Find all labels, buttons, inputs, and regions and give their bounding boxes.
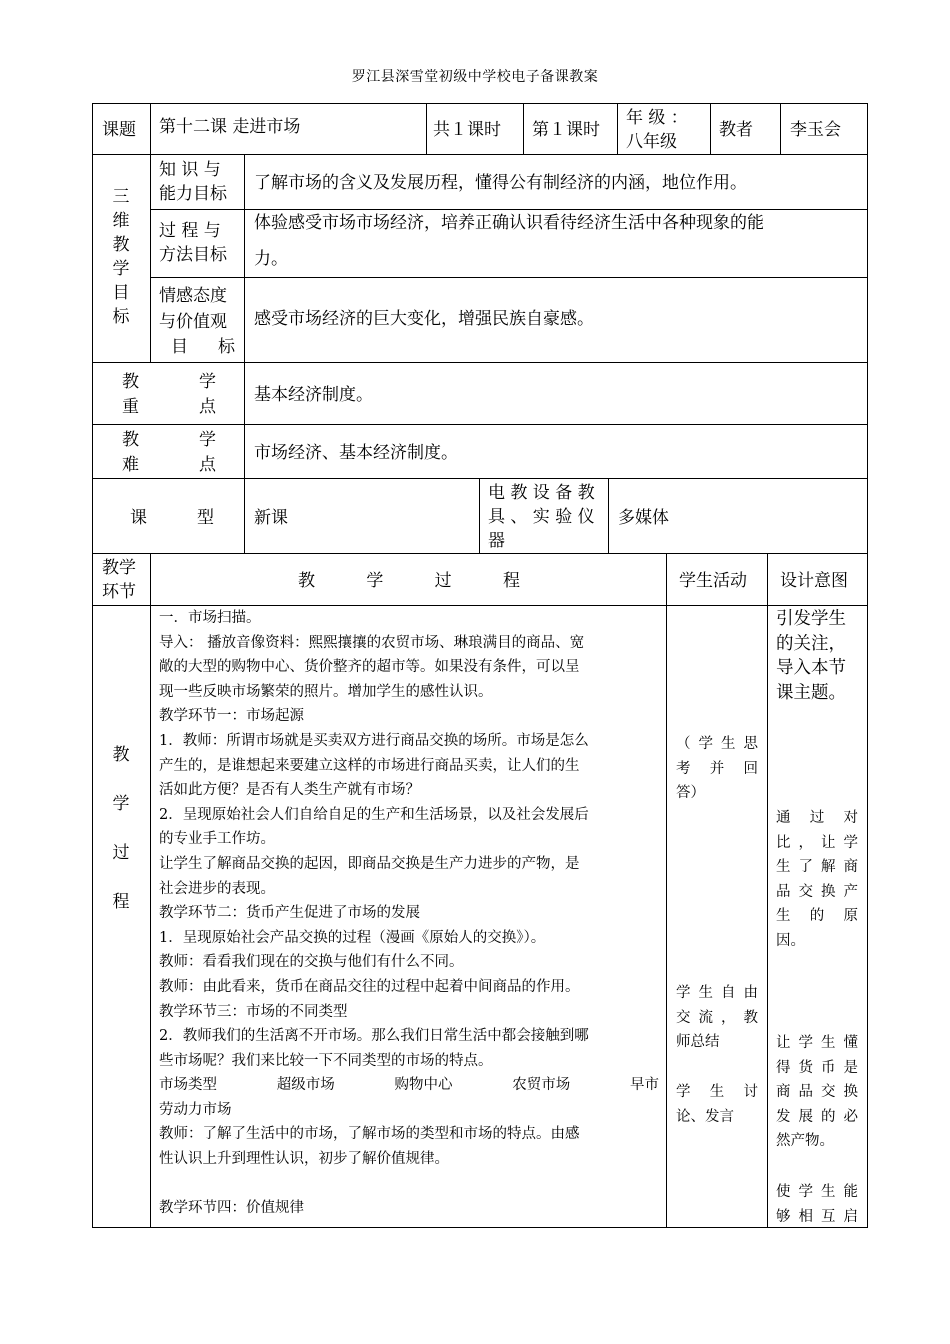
page-header: 罗江县深雪堂初级中学校电子备课教案 xyxy=(351,69,599,85)
lesson-type-char: 型 xyxy=(197,508,214,528)
total-hours: 共１课时 xyxy=(433,120,501,140)
process-line: 1．教师：所谓市场就是买卖双方进行商品交换的场所。市场是怎么 xyxy=(159,732,589,749)
process-goal-text-line2: 力。 xyxy=(254,249,288,269)
process-line: 教学环节三：市场的不同类型 xyxy=(159,1003,348,1020)
design-intent-a xyxy=(776,607,860,705)
process-line: 教师：看看我们现在的交换与他们有什么不同。 xyxy=(159,954,464,971)
emotion-label-line3 xyxy=(159,335,235,359)
grade-value: 八年级 xyxy=(626,132,677,152)
design-intent-d xyxy=(776,1180,858,1229)
col-divider xyxy=(150,553,151,1227)
design-intent-line: 通 过 对 xyxy=(776,810,858,826)
student-activity-line: 学 生 讨 xyxy=(676,1084,758,1100)
col-divider xyxy=(710,103,711,154)
process-line: 产生的，是谁想起来要建立这样的市场进行商品买卖，让人们的生 xyxy=(159,757,580,774)
difficulty-label-char: 点 xyxy=(199,455,216,475)
design-intent-line: 品 交 换 产 xyxy=(776,883,858,900)
goals-group-label xyxy=(92,185,150,329)
goals-char: 教 xyxy=(112,235,130,255)
equipment-label-line1: 电 教 设 备 教 xyxy=(488,483,595,503)
market-types-row xyxy=(159,1073,659,1098)
subject-label: 课题 xyxy=(102,120,136,140)
process-line: 些市场呢？我们来比较一下不同类型的市场的特点。 xyxy=(159,1052,493,1069)
emotion-label-char: 标 xyxy=(218,337,235,357)
design-intent-header: 设计意图 xyxy=(780,571,848,591)
table-border-top xyxy=(92,103,868,104)
difficulty-text: 市场经济、基本经济制度。 xyxy=(254,443,458,463)
student-activity-line: 师总结 xyxy=(676,1034,720,1051)
row-divider xyxy=(92,154,868,155)
row-divider xyxy=(92,362,868,363)
design-intent-line: 比 ， 让 学 xyxy=(776,834,858,851)
emotion-label-line2: 与价值观 xyxy=(159,312,227,332)
process-line: 2．呈现原始社会人们自给自足的生产和生活场景，以及社会发展后 xyxy=(159,806,589,823)
row-divider xyxy=(92,478,868,479)
process-line: 教师：了解了生活中的市场，了解市场的类型和市场的特点。由感 xyxy=(159,1126,580,1143)
goals-char: 目 xyxy=(112,283,130,303)
process-title-char: 过 xyxy=(434,571,452,591)
teacher-label: 教者 xyxy=(719,120,753,140)
col-divider xyxy=(244,154,245,553)
design-intent-line: 让 学 生 懂 xyxy=(776,1035,858,1051)
design-intent-line: 然产物。 xyxy=(776,1133,834,1150)
stage-char: 学 xyxy=(112,794,130,814)
process-line: 1．呈现原始社会产品交换的过程（漫画《原始人的交换》）。 xyxy=(159,929,546,946)
market-type: 农贸市场 xyxy=(512,1077,571,1094)
difficulty-label-row2 xyxy=(122,453,216,477)
table-border-right xyxy=(867,103,868,1227)
goals-char: 标 xyxy=(112,307,130,327)
process-line: 活如此方便？是否有人类生产就有市场？ xyxy=(159,782,420,799)
design-intent-line: 的关注， xyxy=(776,633,846,654)
process-line: 敞的大型的购物中心、货价整齐的超市等。如果没有条件，可以呈 xyxy=(159,659,580,676)
focus-label-char: 重 xyxy=(122,397,139,417)
process-line: 一．市场扫描。 xyxy=(159,610,261,626)
stage-char: 过 xyxy=(112,843,130,863)
knowledge-label-line1: 知 识 与 xyxy=(159,160,221,180)
process-text xyxy=(159,606,659,1221)
process-line: 导入： 播放音像资料：熙熙攘攘的农贸市场、琳琅满目的商品、宽 xyxy=(159,634,585,651)
design-intent-line: 引发学生 xyxy=(776,609,846,629)
design-intent-line: 生 了 解 商 xyxy=(776,859,858,876)
stage-vertical-label xyxy=(92,731,150,927)
design-intent-line: 够 相 互 启 xyxy=(776,1208,858,1225)
design-intent-b xyxy=(776,806,858,954)
student-activity-line: 学 生 自 由 xyxy=(676,985,758,1001)
emotion-goal-text: 感受市场经济的巨大变化，增强民族自豪感。 xyxy=(254,309,594,329)
current-hour: 第１课时 xyxy=(532,120,600,140)
process-line: 教学环节四：价值规律 xyxy=(159,1200,304,1217)
lesson-title: 第十二课 走进市场 xyxy=(159,117,301,137)
process-line: 教学环节二：货币产生促进了市场的发展 xyxy=(159,905,420,922)
stage-char: 教 xyxy=(112,745,130,765)
focus-label-char: 点 xyxy=(199,397,216,417)
process-title-char: 学 xyxy=(366,571,384,591)
process-line: 教师：由此看来，货币在商品交往的过程中起着中间商品的作用。 xyxy=(159,978,580,995)
process-column-title xyxy=(298,569,520,593)
row-divider xyxy=(150,277,868,278)
goals-char: 三 xyxy=(112,187,130,207)
stage-header-line2: 环节 xyxy=(102,582,136,602)
process-title-char: 程 xyxy=(502,571,520,591)
student-activity-line: 论、发言 xyxy=(676,1108,734,1125)
difficulty-label-char: 学 xyxy=(199,430,216,450)
col-divider xyxy=(523,103,524,154)
student-activity-a xyxy=(676,732,758,806)
student-activity-b xyxy=(676,981,758,1055)
market-type: 市场类型 xyxy=(159,1077,217,1094)
process-label-line1: 过 程 与 xyxy=(159,221,221,241)
process-label-line2: 方法目标 xyxy=(159,245,227,265)
process-line: 现一些反映市场繁荣的照片。增加学生的感性认识。 xyxy=(159,683,493,700)
market-type: 早市 xyxy=(630,1077,659,1094)
process-line: 让学生了解商品交换的起因，即商品交换是生产力进步的产物，是 xyxy=(159,855,580,872)
table-border-bottom xyxy=(92,1227,868,1228)
focus-text: 基本经济制度。 xyxy=(254,385,373,405)
market-type: 超级市场 xyxy=(276,1077,335,1094)
col-divider xyxy=(608,478,609,553)
teacher-name: 李玉会 xyxy=(790,120,841,140)
equipment-label-line2: 具 、 实 验 仪 xyxy=(488,507,595,527)
student-activity-line: 交 流 ， 教 xyxy=(676,1009,758,1026)
goals-char: 学 xyxy=(112,259,130,279)
design-intent-line: 课主题。 xyxy=(776,682,846,703)
knowledge-goal-text: 了解市场的含义及发展历程，懂得公有制经济的内涵，地位作用。 xyxy=(254,173,747,193)
row-divider xyxy=(92,553,868,554)
emotion-label-char: 目 xyxy=(171,337,188,357)
difficulty-label-char: 教 xyxy=(122,430,139,450)
col-divider xyxy=(617,103,618,154)
lesson-type-char: 课 xyxy=(130,508,147,528)
col-divider xyxy=(479,478,480,553)
focus-label-char: 教 xyxy=(122,372,139,392)
design-intent-line: 得 货 币 是 xyxy=(776,1059,858,1076)
equipment-label-line3: 器 xyxy=(488,531,505,551)
difficulty-label-char: 难 xyxy=(122,455,139,475)
col-divider xyxy=(780,103,781,154)
design-intent-line: 商 品 交 换 xyxy=(776,1084,858,1101)
process-line xyxy=(159,1172,659,1197)
stage-char: 程 xyxy=(112,892,130,912)
process-title-char: 教 xyxy=(298,571,315,591)
emotion-label-line1: 情感态度 xyxy=(159,286,227,306)
process-goal-text-line1: 体验感受市场市场经济，培养正确认识看待经济生活中各种现象的能 xyxy=(254,213,764,233)
design-intent-line: 生 的 原 xyxy=(776,908,858,925)
student-activity-line: （ 学 生 思 xyxy=(676,736,758,752)
lesson-type-value: 新课 xyxy=(254,508,288,528)
process-line: 2．教师我们的生活离不开市场。那么我们日常生活中都会接触到哪 xyxy=(159,1028,589,1045)
col-divider xyxy=(426,103,427,154)
process-line: 社会进步的表现。 xyxy=(159,880,275,897)
lesson-type-label xyxy=(130,506,214,530)
student-activity-line: 考 并 回 xyxy=(676,760,758,777)
process-line: 性认识上升到理性认识，初步了解价值规律。 xyxy=(159,1151,449,1168)
focus-label-row2 xyxy=(122,395,216,419)
design-intent-line: 导入本节 xyxy=(776,658,846,678)
row-divider xyxy=(92,424,868,425)
design-intent-c xyxy=(776,1031,858,1154)
goals-char: 维 xyxy=(112,211,130,231)
market-type: 购物中心 xyxy=(394,1077,453,1094)
grade-label: 年 级 ： xyxy=(626,108,688,128)
process-line: 劳动力市场 xyxy=(159,1101,232,1118)
focus-label-char: 学 xyxy=(199,372,216,392)
focus-label-row1 xyxy=(122,370,216,394)
col-divider xyxy=(767,553,768,1227)
design-intent-line: 因。 xyxy=(776,932,805,949)
design-intent-line: 发 展 的 必 xyxy=(776,1108,858,1125)
process-line: 的专业手工作坊。 xyxy=(159,831,275,848)
knowledge-label-line2: 能力目标 xyxy=(159,184,227,204)
col-divider xyxy=(150,103,151,362)
col-divider xyxy=(666,553,667,1227)
student-activity-header: 学生活动 xyxy=(679,571,747,591)
equipment-value: 多媒体 xyxy=(618,508,669,528)
design-intent-line: 使 学 生 能 xyxy=(776,1184,858,1200)
process-line: 教学环节一：市场起源 xyxy=(159,708,304,725)
difficulty-label-row1 xyxy=(122,428,216,452)
student-activity-c xyxy=(676,1080,758,1129)
student-activity-line: 答） xyxy=(676,785,705,802)
stage-header-line1: 教学 xyxy=(102,558,136,578)
